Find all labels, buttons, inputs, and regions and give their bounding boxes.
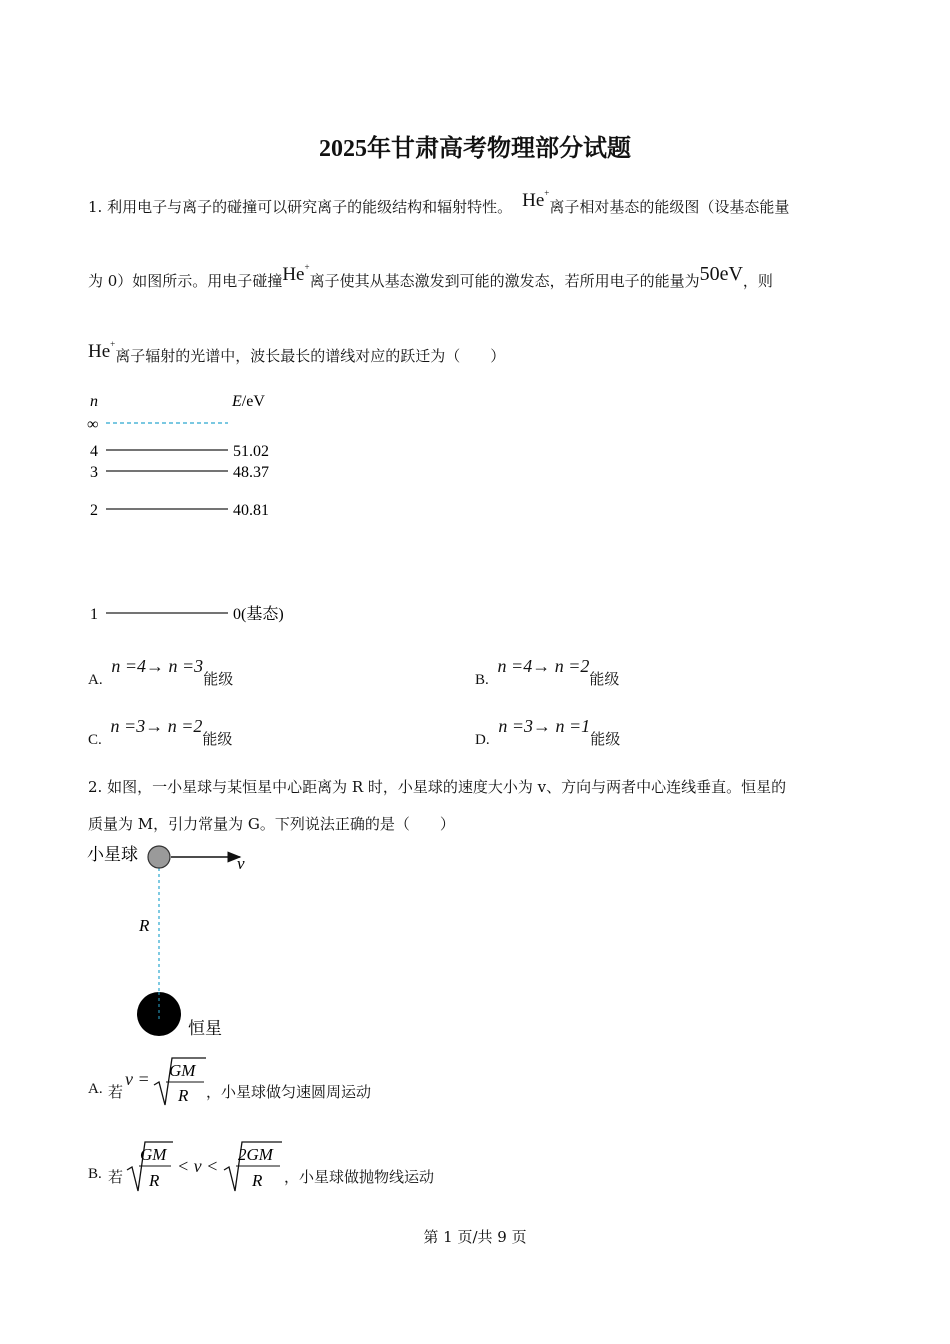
q1-line2	[88, 262, 773, 292]
level-n-2: 2	[90, 502, 98, 519]
energy-axis-label: E/eV	[232, 393, 265, 410]
electron-energy: 50eV	[699, 263, 743, 285]
svg-text:R: R	[178, 1086, 189, 1105]
svg-text:R: R	[149, 1171, 160, 1190]
ion-symbol: He+	[522, 188, 550, 211]
level-energy-3: 48.37	[233, 464, 269, 481]
svg-text:GM: GM	[169, 1061, 196, 1080]
q2-line2: 质量为 M，引力常量为 G。下列说法正确的是（ ）	[88, 815, 455, 833]
level-n-infinity: ∞	[87, 416, 99, 433]
q1-option-d[interactable]: D. n =3→ n =1能级	[475, 716, 621, 748]
q1-option-a[interactable]: A. n =4→ n =3能级	[88, 656, 234, 688]
page-title: 2025年甘肃高考物理部分试题	[319, 136, 631, 162]
level-n-4: 4	[90, 443, 98, 460]
page-footer: 第 1 页/共 9 页	[423, 1228, 527, 1246]
distance-label: R	[139, 916, 150, 935]
q1-line2-c: ，则	[742, 272, 773, 290]
q1-line3-b: 离子辐射的光谱中，波长最长的谱线对应的跃迁为（ ）	[115, 347, 506, 365]
level-n-1: 1	[90, 606, 98, 623]
q1-option-c[interactable]: C. n =3→ n =2能级	[88, 716, 233, 748]
sqrt-gm-over-r	[152, 1055, 208, 1109]
sqrt-gm-over-r	[125, 1138, 175, 1194]
level-n-3: 3	[90, 464, 98, 481]
level-energy-2: 40.81	[233, 502, 269, 519]
level-energy-4: 51.02	[233, 443, 269, 460]
q1-line1-b: 离子相对基态的能级图（设基态能量	[549, 198, 790, 216]
q2-line1: 2. 如图，一小星球与某恒星中心距离为 R 时，小星球的速度大小为 v、方向与两者中心连线垂直。恒星的	[88, 778, 787, 796]
q1-line3	[88, 339, 506, 367]
q1-option-b[interactable]: B. n =4→ n =2能级	[475, 656, 620, 688]
planet-circle	[148, 846, 170, 868]
planet-label: 小星球	[87, 845, 138, 864]
svg-text:GM: GM	[140, 1145, 167, 1164]
velocity-label: v	[237, 854, 245, 873]
q1-line2-a: 为 0）如图所示。用电子碰撞	[88, 272, 283, 290]
energy-level-diagram	[80, 385, 340, 635]
sqrt-2gm-over-r	[222, 1138, 284, 1194]
svg-text:2GM: 2GM	[238, 1145, 273, 1164]
ion-symbol: He+	[88, 339, 116, 362]
ion-symbol: He+	[282, 262, 310, 285]
star-label: 恒星	[188, 1019, 222, 1038]
svg-text:R: R	[252, 1171, 263, 1190]
orbit-diagram	[80, 840, 280, 1040]
q1-line1	[88, 188, 790, 218]
level-energy-1: 0(基态)	[233, 606, 284, 623]
n-axis-label: n	[90, 393, 98, 410]
q1-line2-b: 离子使其从基态激发到可能的激发态，若所用电子的能量为	[309, 272, 700, 290]
q1-line1-a: 1. 利用电子与离子的碰撞可以研究离子的能级结构和辐射特性。	[88, 198, 513, 216]
